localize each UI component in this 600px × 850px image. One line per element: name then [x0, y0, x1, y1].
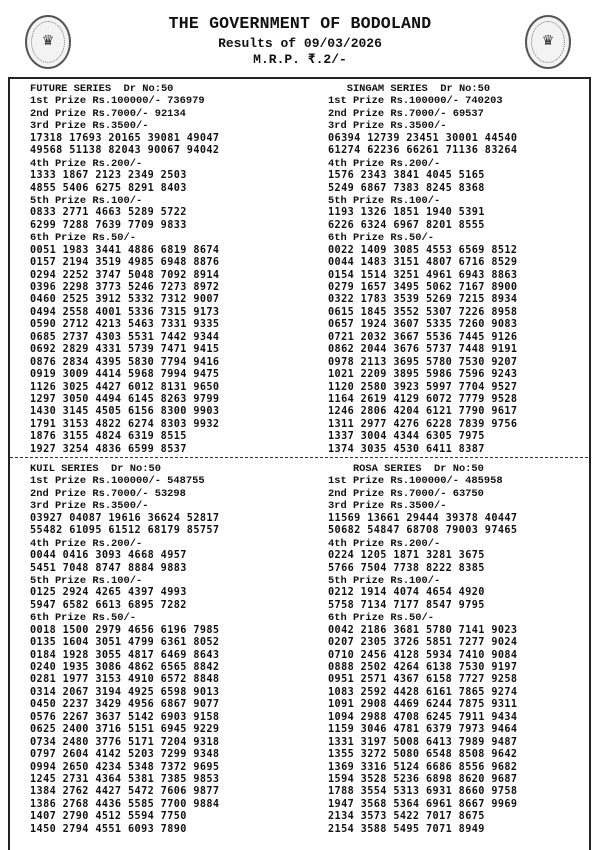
- sixth-prize-numbers: 1384 2762 4427 5472 7606 9877: [30, 786, 220, 798]
- fifth-prize-numbers: 6226 6324 6967 8201 8555: [328, 219, 485, 231]
- sixth-prize-numbers: 0734 2480 3776 5171 7204 9318: [30, 736, 220, 748]
- sixth-prize-numbers: 0042 2186 3681 5780 7141 9023: [328, 624, 518, 636]
- sixth-prize-numbers: 0876 2834 4395 5830 7794 9416: [30, 356, 220, 368]
- sixth-prize-numbers: 1094 2988 4708 6245 7911 9434: [328, 711, 518, 723]
- fourth-prize-numbers: 1333 1867 2123 2349 2503: [30, 170, 187, 182]
- sixth-prize-numbers: 0396 2298 3773 5246 7273 8972: [30, 282, 220, 293]
- first-prize-line: 1st Prize Rs.100000/- 736979: [30, 95, 205, 108]
- fifth-prize-label: 5th Prize Rs.100/-: [30, 194, 143, 207]
- sixth-prize-numbers: 0184 1928 3055 4817 6469 8643: [30, 649, 220, 661]
- series-title: ROSA SERIES Dr No:50: [328, 463, 484, 475]
- result-header: [0, 0, 600, 76]
- second-prize-line: 2nd Prize Rs.7000/- 63750: [328, 487, 484, 500]
- second-prize-line: 2nd Prize Rs.7000/- 53298: [30, 487, 186, 500]
- third-prize-numbers: 50682 54847 68708 79003 97465: [328, 525, 518, 537]
- third-prize-label: 3rd Prize Rs.3500/-: [328, 500, 447, 513]
- fifth-prize-numbers: 0125 2924 4265 4397 4993: [30, 587, 187, 599]
- sixth-prize-numbers: 0322 1783 3539 5269 7215 8934: [328, 294, 518, 306]
- kuil-series-block: [30, 463, 219, 836]
- sixth-prize-numbers: 0022 1409 3085 4553 6569 8512: [328, 244, 518, 256]
- sixth-prize-numbers: 1369 3316 5124 6686 8556 9682: [328, 761, 518, 773]
- sixth-prize-numbers: 1297 3050 4494 6145 8263 9799: [30, 393, 220, 405]
- sixth-prize-numbers: 0862 2044 3676 5737 7448 9191: [328, 344, 518, 356]
- sixth-prize-numbers: 1374 3035 4530 6411 8387: [328, 443, 485, 455]
- sixth-prize-numbers: 1788 3554 5313 6931 8660 9758: [328, 786, 518, 798]
- fifth-prize-label: 5th Prize Rs.100/-: [328, 574, 441, 587]
- third-prize-numbers: 06394 12739 23451 30001 44540: [328, 132, 518, 144]
- series-title: SINGAM SERIES Dr No:50: [328, 83, 491, 95]
- sixth-prize-numbers: 1021 2209 3895 5986 7596 9243: [328, 369, 518, 381]
- fifth-prize-numbers: 0212 1914 4074 4654 4920: [328, 587, 485, 599]
- sixth-prize-numbers: 0240 1935 3086 4862 6565 8842: [30, 662, 220, 673]
- fourth-prize-numbers: 5766 7504 7738 8222 8385: [328, 562, 485, 574]
- third-prize-numbers: 11569 13661 29444 39378 40447: [328, 512, 518, 524]
- sixth-prize-numbers: 0721 2032 3667 5536 7445 9126: [328, 331, 518, 343]
- fourth-prize-label: 4th Prize Rs.200/-: [328, 157, 441, 170]
- first-prize-line: 1st Prize Rs.100000/- 740203: [328, 95, 503, 108]
- second-prize-line: 2nd Prize Rs.7000/- 92134: [30, 107, 186, 120]
- sixth-prize-numbers: 0294 2252 3747 5048 7092 8914: [30, 269, 220, 281]
- government-seal-icon: ♛: [525, 15, 571, 69]
- sixth-prize-numbers: 1594 3528 5236 6898 8620 9687: [328, 773, 518, 785]
- sixth-prize-label: 6th Prize Rs.50/-: [328, 232, 435, 245]
- fifth-prize-numbers: 6299 7288 7639 7709 9833: [30, 219, 187, 231]
- sixth-prize-numbers: 0494 2558 4001 5336 7315 9173: [30, 306, 220, 318]
- sixth-prize-label: 6th Prize Rs.50/-: [328, 612, 435, 625]
- section-divider: [10, 457, 588, 458]
- sixth-prize-numbers: 0460 2525 3912 5332 7312 9007: [30, 294, 220, 306]
- sixth-prize-numbers: 0314 2067 3194 4925 6598 9013: [30, 686, 220, 698]
- sixth-prize-numbers: 0657 1924 3607 5335 7260 9083: [328, 319, 518, 331]
- sixth-prize-numbers: 0157 2194 3519 4985 6948 8876: [30, 257, 220, 269]
- fifth-prize-numbers: 5947 6582 6613 6895 7282: [30, 599, 187, 611]
- page-title: THE GOVERNMENT OF BODOLAND: [168, 14, 432, 33]
- sixth-prize-numbers: 1927 3254 4836 6599 8537: [30, 443, 187, 455]
- sixth-prize-numbers: 0888 2502 4264 6138 7530 9197: [328, 662, 518, 673]
- sixth-prize-numbers: 0919 3009 4414 5968 7994 9475: [30, 369, 220, 381]
- sixth-prize-numbers: 0710 2456 4128 5934 7410 9084: [328, 649, 518, 661]
- sixth-prize-label: 6th Prize Rs.50/-: [30, 612, 137, 625]
- sixth-prize-numbers: 0450 2237 3429 4956 6867 9077: [30, 699, 220, 711]
- sixth-prize-numbers: 1331 3197 5008 6413 7989 9487: [328, 736, 518, 748]
- sixth-prize-numbers: 1430 3145 4505 6156 8300 9903: [30, 406, 220, 418]
- sixth-prize-numbers: 0051 1983 3441 4886 6819 8674: [30, 244, 220, 256]
- sixth-prize-numbers: 1947 3568 5364 6961 8667 9969: [328, 798, 518, 810]
- fourth-prize-numbers: 0044 0416 3093 4668 4957: [30, 550, 187, 562]
- sixth-prize-numbers: 1245 2731 4364 5381 7385 9853: [30, 773, 220, 785]
- mrp-price: M.R.P. ₹.2/-: [253, 52, 347, 67]
- sixth-prize-numbers: 0154 1514 3251 4961 6943 8863: [328, 269, 518, 281]
- sixth-prize-numbers: 1083 2592 4428 6161 7865 9274: [328, 686, 518, 698]
- fifth-prize-numbers: 0833 2771 4663 5289 5722: [30, 207, 187, 219]
- fifth-prize-numbers: 1193 1326 1851 1940 5391: [328, 207, 485, 219]
- sixth-prize-label: 6th Prize Rs.50/-: [30, 232, 137, 245]
- fourth-prize-label: 4th Prize Rs.200/-: [30, 537, 143, 550]
- singam-series-block: [328, 83, 517, 456]
- sixth-prize-numbers: 1791 3153 4822 6274 8303 9932: [30, 418, 220, 430]
- rosa-series-block: [328, 463, 517, 836]
- fifth-prize-label: 5th Prize Rs.100/-: [328, 194, 441, 207]
- sixth-prize-numbers: 0951 2571 4367 6158 7727 9258: [328, 674, 518, 686]
- sixth-prize-numbers: 1246 2806 4204 6121 7790 9617: [328, 406, 518, 418]
- fourth-prize-numbers: 5249 6867 7383 8245 8368: [328, 182, 485, 194]
- sixth-prize-numbers: 0797 2604 4142 5203 7299 9348: [30, 749, 220, 761]
- sixth-prize-numbers: 0692 2829 4331 5739 7471 9415: [30, 344, 220, 356]
- first-prize-line: 1st Prize Rs.100000/- 485958: [328, 475, 503, 488]
- sixth-prize-numbers: 0135 1604 3051 4799 6361 8052: [30, 637, 220, 649]
- third-prize-numbers: 61274 62236 66261 71136 83264: [328, 145, 518, 157]
- third-prize-label: 3rd Prize Rs.3500/-: [30, 120, 149, 133]
- government-seal-icon: ♛: [25, 15, 71, 69]
- sixth-prize-numbers: 0576 2267 3637 5142 6903 9158: [30, 711, 220, 723]
- sixth-prize-numbers: 1164 2619 4129 6072 7779 9528: [328, 393, 518, 405]
- sixth-prize-numbers: 1159 3046 4781 6379 7973 9464: [328, 724, 518, 736]
- series-title: FUTURE SERIES Dr No:50: [30, 83, 174, 95]
- sixth-prize-numbers: 0994 2650 4234 5348 7372 9695: [30, 761, 220, 773]
- sixth-prize-numbers: 0590 2712 4213 5463 7331 9335: [30, 319, 220, 331]
- third-prize-numbers: 49568 51138 82043 90067 94042: [30, 145, 220, 157]
- series-title: KUIL SERIES Dr No:50: [30, 463, 161, 475]
- sixth-prize-numbers: 1091 2908 4469 6244 7875 9311: [328, 699, 518, 711]
- fourth-prize-label: 4th Prize Rs.200/-: [328, 537, 441, 550]
- sixth-prize-numbers: 0044 1483 3151 4807 6716 8529: [328, 257, 518, 269]
- fourth-prize-numbers: 1576 2343 3841 4045 5165: [328, 170, 485, 182]
- sixth-prize-numbers: 0207 2305 3726 5851 7277 9024: [328, 637, 518, 649]
- fifth-prize-numbers: 5758 7134 7177 8547 9795: [328, 599, 485, 611]
- third-prize-numbers: 17318 17693 20165 39081 49047: [30, 132, 220, 144]
- fourth-prize-numbers: 5451 7048 8747 8884 9883: [30, 562, 187, 574]
- sixth-prize-numbers: 0685 2737 4303 5531 7442 9344: [30, 331, 220, 343]
- sixth-prize-numbers: 0978 2113 3695 5780 7530 9207: [328, 356, 518, 368]
- first-prize-line: 1st Prize Rs.100000/- 548755: [30, 475, 205, 488]
- sixth-prize-numbers: 1407 2790 4512 5594 7750: [30, 811, 187, 823]
- sixth-prize-numbers: 1337 3004 4344 6305 7975: [328, 431, 485, 443]
- sixth-prize-numbers: 2134 3573 5422 7017 8675: [328, 811, 485, 823]
- sixth-prize-numbers: 0281 1977 3153 4910 6572 8848: [30, 674, 220, 686]
- sixth-prize-numbers: 0279 1657 3495 5062 7167 8900: [328, 282, 518, 293]
- sixth-prize-numbers: 1355 3272 5080 6548 8508 9642: [328, 749, 518, 761]
- sixth-prize-numbers: 1311 2977 4276 6228 7839 9756: [328, 418, 518, 430]
- sixth-prize-numbers: 2154 3588 5495 7071 8949: [328, 823, 485, 835]
- results-date: Results of 09/03/2026: [218, 36, 382, 51]
- fourth-prize-numbers: 4855 5406 6275 8291 8403: [30, 182, 187, 194]
- sixth-prize-numbers: 0615 1845 3552 5307 7226 8958: [328, 306, 518, 318]
- sixth-prize-numbers: 0625 2400 3716 5151 6945 9229: [30, 724, 220, 736]
- third-prize-label: 3rd Prize Rs.3500/-: [328, 120, 447, 133]
- third-prize-label: 3rd Prize Rs.3500/-: [30, 500, 149, 513]
- fourth-prize-label: 4th Prize Rs.200/-: [30, 157, 143, 170]
- sixth-prize-numbers: 1386 2768 4436 5585 7700 9884: [30, 798, 220, 810]
- third-prize-numbers: 03927 04087 19616 36624 52817: [30, 512, 220, 524]
- sixth-prize-numbers: 0018 1500 2979 4656 6196 7985: [30, 624, 220, 636]
- fifth-prize-label: 5th Prize Rs.100/-: [30, 574, 143, 587]
- future-series-block: [30, 83, 219, 456]
- sixth-prize-numbers: 1126 3025 4427 6012 8131 9650: [30, 381, 220, 393]
- fourth-prize-numbers: 0224 1205 1871 3281 3675: [328, 550, 485, 562]
- sixth-prize-numbers: 1876 3155 4824 6319 8515: [30, 431, 187, 443]
- sixth-prize-numbers: 1120 2580 3923 5997 7704 9527: [328, 381, 518, 393]
- second-prize-line: 2nd Prize Rs.7000/- 69537: [328, 107, 484, 120]
- sixth-prize-numbers: 1450 2794 4551 6093 7890: [30, 823, 187, 835]
- third-prize-numbers: 55482 61095 61512 68179 85757: [30, 525, 220, 537]
